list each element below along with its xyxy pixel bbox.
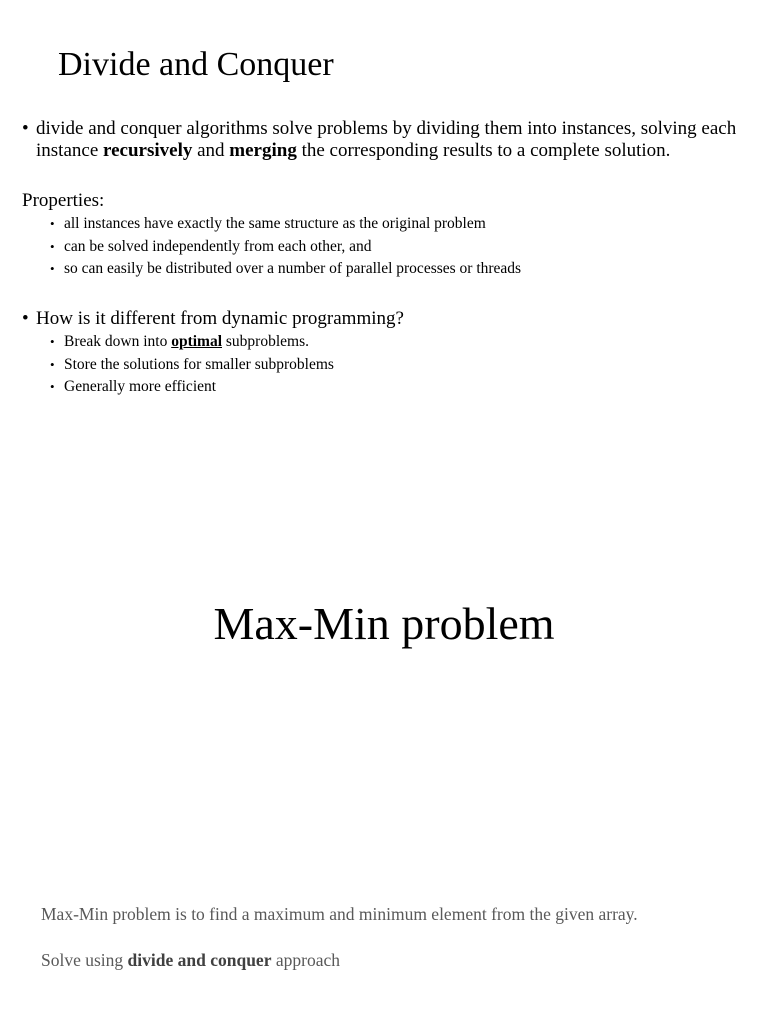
comparison-bullet	[22, 308, 742, 330]
emphasis-divide-and-conquer: divide and conquer	[127, 950, 272, 970]
list-item: • Store the solutions for smaller subproblems	[50, 354, 334, 377]
properties-label: Properties:	[22, 190, 105, 211]
list-item: • so can easily be distributed over a number of parallel processes or threads	[50, 258, 521, 281]
bullet-icon: •	[22, 118, 29, 139]
list-item: • Break down into optimal subproblems.	[50, 331, 334, 354]
bullet-icon: •	[50, 356, 55, 372]
bullet-icon: •	[50, 261, 55, 276]
emphasis-merging: merging	[229, 140, 297, 161]
bullet-icon: •	[50, 216, 55, 231]
slide-title: Divide and Conquer	[58, 46, 334, 83]
slide-max-min-definition	[0, 720, 768, 1024]
definition-text: divide and conquer algorithms solve problems by dividing them into instances, solving each instance recursively and merging the corresponding results to a complete solution.	[36, 118, 737, 161]
definition-bullet	[22, 118, 742, 162]
approach-statement: Solve using divide and conquer approach	[41, 950, 340, 970]
differences-list	[50, 331, 334, 399]
properties-list	[50, 213, 521, 281]
bullet-icon: •	[50, 379, 55, 394]
list-item: • Generally more efficient	[50, 376, 334, 399]
list-item: • all instances have exactly the same structure as the original problem	[50, 213, 521, 236]
bullet-icon: •	[50, 238, 55, 254]
bullet-icon: •	[22, 308, 29, 329]
list-item: • can be solved independently from each other, and	[50, 236, 521, 259]
slide-max-min-title	[0, 420, 768, 720]
comparison-text: How is it different from dynamic programming?	[36, 308, 404, 329]
bullet-icon: •	[50, 334, 55, 349]
emphasis-optimal: optimal	[171, 333, 223, 350]
slide-divide-and-conquer	[0, 0, 768, 420]
section-title: Max-Min problem	[213, 598, 555, 649]
problem-statement: Max-Min problem is to find a maximum and minimum element from the given array.	[41, 904, 638, 924]
emphasis-recursively: recursively	[103, 140, 193, 161]
